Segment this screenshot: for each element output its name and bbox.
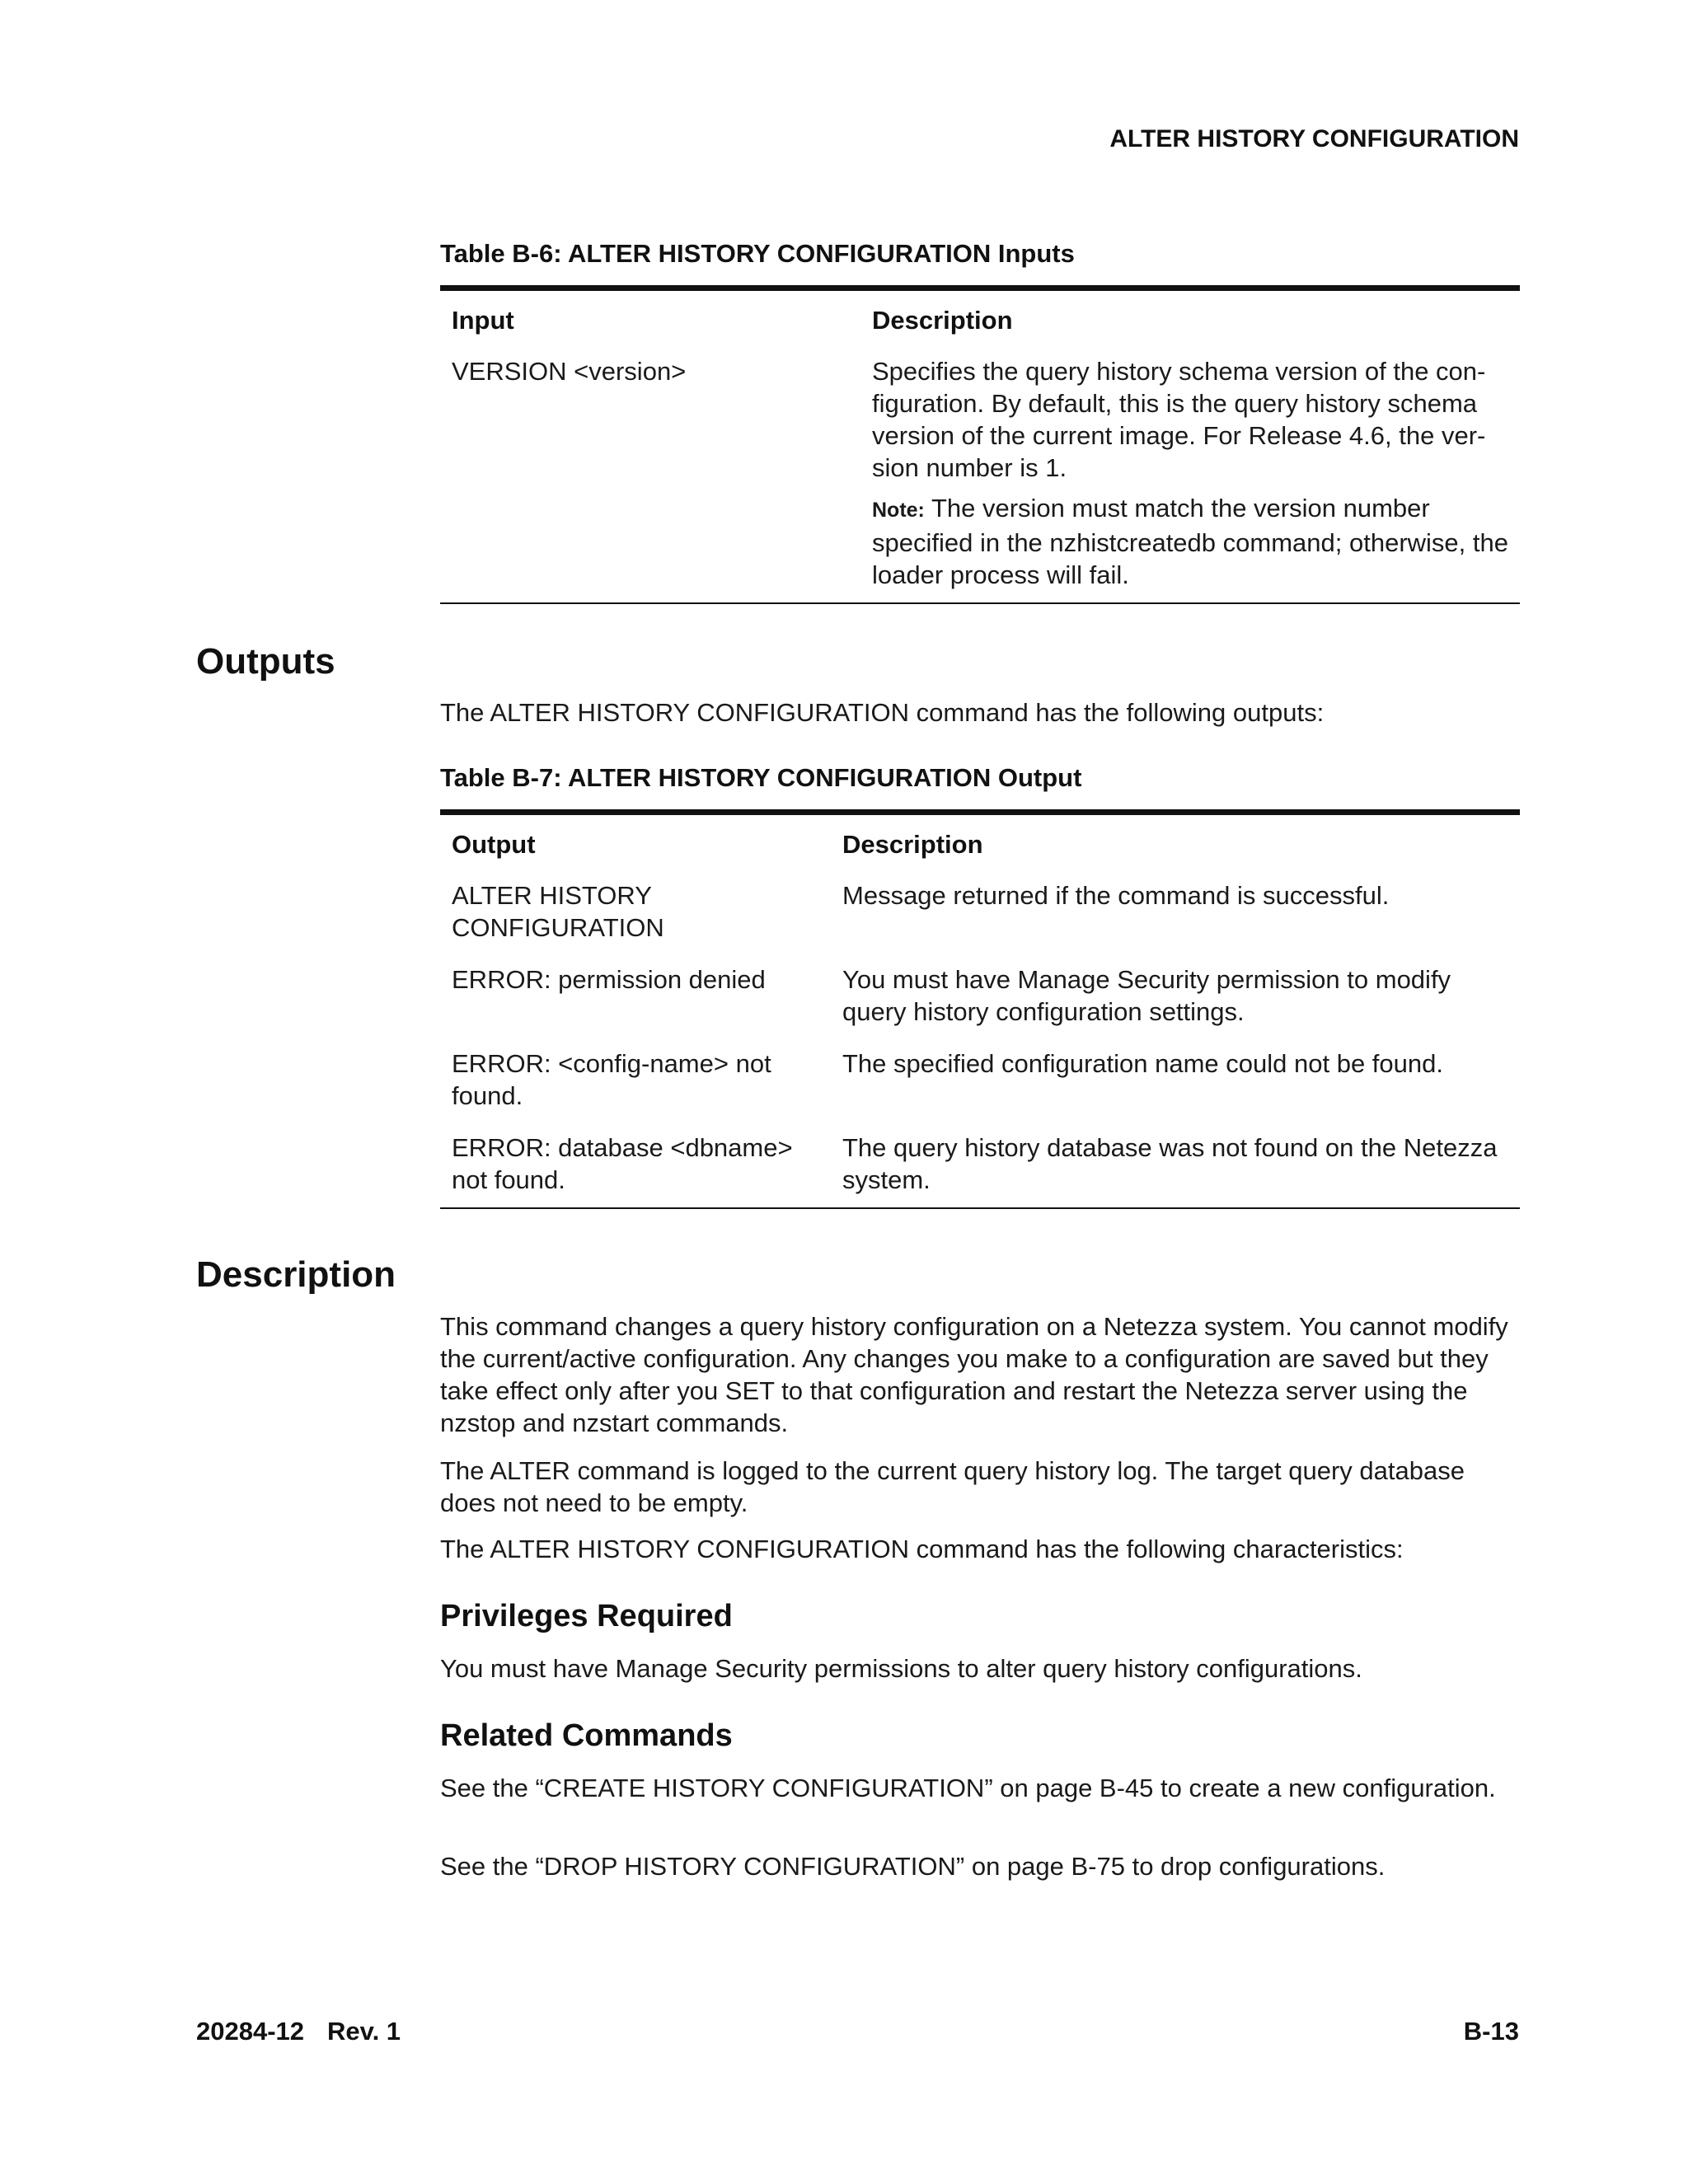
outputs-heading: Outputs xyxy=(196,641,335,682)
description-paragraph: The ALTER command is logged to the current query history log. The target query database does not need to be empty. xyxy=(440,1456,1465,1517)
outputs-intro: The ALTER HISTORY CONFIGURATION command has the following outputs: xyxy=(440,698,1325,727)
related-commands-paragraph: See the “DROP HISTORY CONFIGURATION” on page B-75 to drop configurations. xyxy=(440,1852,1386,1881)
note-label: Note: xyxy=(872,499,925,522)
table-b6-caption: Table B-6: ALTER HISTORY CONFIGURATION Inputs xyxy=(440,239,1075,268)
table-row xyxy=(440,1123,1520,1208)
related-commands-paragraph: See the “CREATE HISTORY CONFIGURATION” on page B-45 to create a new configuration. xyxy=(440,1774,1496,1802)
description-paragraph: The ALTER HISTORY CONFIGURATION command has the following characteristics: xyxy=(440,1535,1404,1563)
description-cell: The specified configuration name could not be found. xyxy=(842,1049,1443,1078)
output-cell: ERROR: permission denied xyxy=(452,965,766,994)
table-header-row xyxy=(440,288,1520,348)
description-cell xyxy=(860,347,1520,603)
table-row xyxy=(440,871,1520,955)
column-header-description: Description xyxy=(860,288,1520,348)
description-cell: You must have Manage Security permission to modify query history configuration settings. xyxy=(842,965,1451,1026)
revision: Rev. 1 xyxy=(327,2017,401,2046)
privileges-heading: Privileges Required xyxy=(440,1599,733,1633)
description-cell: The query history database was not found on the Netezza system. xyxy=(831,1123,1520,1208)
table-b7 xyxy=(440,809,1520,1209)
description-paragraph: This command changes a query history configuration on a Netezza system. You cannot modify the current/active configuration. Any changes you make to a configuration are saved but they take effect only after you SET to that configuration and restart the Netezza server using the nzstop and nzstart commands. xyxy=(440,1312,1508,1437)
column-header-input: Input xyxy=(440,288,860,348)
table-row xyxy=(440,1039,1520,1123)
column-header-description: Description xyxy=(831,813,1520,872)
column-header-output: Output xyxy=(440,813,831,872)
privileges-text: You must have Manage Security permissions to alter query history configurations. xyxy=(440,1654,1362,1683)
note xyxy=(872,492,1520,591)
note-text: The version must match the version number specified in the nzhistcreatedb command; otherwise, the loader process will fail. xyxy=(872,494,1508,589)
table-header-row xyxy=(440,813,1520,872)
output-cell: ERROR: <config-name> not found. xyxy=(452,1049,771,1110)
table-row xyxy=(440,955,1520,1039)
footer-doc-info xyxy=(196,2017,401,2046)
table-b6 xyxy=(440,285,1520,604)
running-head: ALTER HISTORY CONFIGURATION xyxy=(1109,125,1519,152)
table-b7-caption: Table B-7: ALTER HISTORY CONFIGURATION Output xyxy=(440,763,1082,792)
description-cell: Message returned if the command is successful. xyxy=(842,881,1390,910)
input-cell: VERSION <version> xyxy=(440,347,860,603)
output-cell: ALTER HISTORY CONFIGURATION xyxy=(452,881,664,942)
description-heading: Description xyxy=(196,1254,396,1295)
related-commands-heading: Related Commands xyxy=(440,1718,733,1753)
doc-number: 20284-12 xyxy=(196,2017,305,2046)
table-row xyxy=(440,347,1520,603)
description-text: Specifies the query history schema version of the con-figuration. By default, this is the query history schema version of the current image. For Release 4.6, the ver-sion number is 1. xyxy=(872,357,1486,482)
output-cell: ERROR: database <dbname> not found. xyxy=(440,1123,831,1208)
page-number: B-13 xyxy=(1463,2017,1519,2046)
